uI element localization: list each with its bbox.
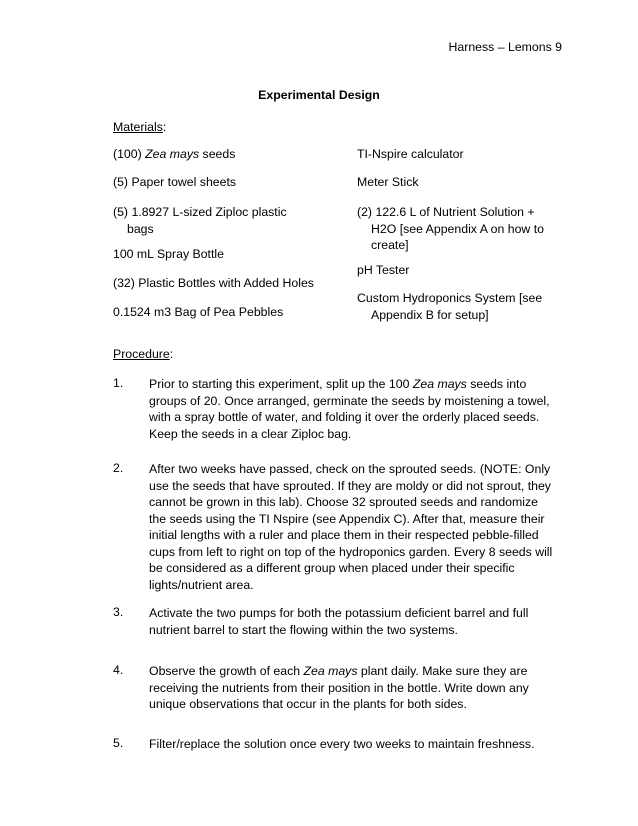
step-line-text: Prior to starting this experiment, split up the 100 bbox=[149, 377, 413, 391]
step-line-text: Keep the seeds in a clear Ziploc bag. bbox=[149, 426, 352, 441]
step-text bbox=[149, 605, 559, 638]
step-line-text: seeds into bbox=[466, 377, 527, 391]
step-line bbox=[149, 663, 559, 680]
step-text bbox=[149, 663, 559, 713]
material-text: (2) 122.6 L of Nutrient Solution + bbox=[357, 205, 535, 219]
step-line-text: use the seeds that have sprouted. If they are moldy or did not sprout, they bbox=[149, 478, 551, 493]
step-line bbox=[149, 560, 559, 577]
step-line-text: the seeds using the TI Nspire (see Appendix C). After that, measure their bbox=[149, 511, 545, 526]
material-text-cont: H2O [see Appendix A on how to bbox=[371, 221, 544, 236]
step-number: 1. bbox=[113, 376, 124, 390]
step-number: 3. bbox=[113, 605, 124, 619]
procedure-heading: Procedure: bbox=[113, 347, 174, 361]
step-line bbox=[149, 527, 559, 544]
material-item bbox=[357, 290, 542, 323]
step-line bbox=[149, 376, 559, 393]
step-line bbox=[149, 426, 559, 443]
step-line-text: be considered as a different group when placed under their specific bbox=[149, 561, 515, 575]
material-item: TI-Nspire calculator bbox=[357, 147, 464, 161]
page-header: Harness – Lemons 9 bbox=[448, 40, 562, 54]
step-line bbox=[149, 393, 559, 410]
step-line bbox=[149, 622, 559, 639]
material-text-cont: bags bbox=[127, 221, 154, 236]
step-line-text: unique observations that occur in the plants for both sides. bbox=[149, 697, 467, 711]
step-line-text: lights/nutrient area. bbox=[149, 577, 254, 592]
step-number: 2. bbox=[113, 461, 124, 475]
material-suffix: seeds bbox=[199, 147, 236, 161]
step-line bbox=[149, 680, 559, 697]
step-line bbox=[149, 478, 559, 495]
procedure-heading-label: Procedure bbox=[113, 347, 170, 361]
step-number: 5. bbox=[113, 736, 124, 750]
step-text bbox=[149, 461, 559, 593]
step-line-text: groups of 20. Once arranged, germinate the seeds by moistening a towel, bbox=[149, 393, 550, 408]
step-line-text: cannot be grown in this lab). Choose 32 sprouted seeds and randomize bbox=[149, 495, 538, 509]
material-item bbox=[357, 204, 544, 254]
step-number: 4. bbox=[113, 663, 124, 677]
material-item: Meter Stick bbox=[357, 175, 419, 189]
step-line-text: plant daily. Make sure they are bbox=[357, 664, 528, 678]
step-line bbox=[149, 696, 559, 713]
step-line-text: nutrient barrel to start the flowing within the two systems. bbox=[149, 622, 458, 637]
material-text-cont: create] bbox=[371, 238, 409, 252]
material-qty: (100) bbox=[113, 147, 146, 161]
materials-heading: Materials: bbox=[113, 120, 167, 134]
step-line bbox=[149, 544, 559, 561]
step-line-text: cups from left to right on top of the hydroponics garden. Every 8 seeds will bbox=[149, 544, 553, 559]
step-line bbox=[149, 605, 559, 622]
material-text: Custom Hydroponics System [see bbox=[357, 291, 543, 305]
step-line-text: initial lengths with a ruler and place them in their respected pebble-filled bbox=[149, 528, 539, 542]
material-item: (32) Plastic Bottles with Added Holes bbox=[113, 276, 314, 290]
material-text: (5) 1.8927 L-sized Ziploc plastic bbox=[113, 205, 287, 219]
material-item bbox=[113, 146, 235, 163]
material-item: pH Tester bbox=[357, 263, 410, 277]
species-name: Zea mays bbox=[303, 664, 358, 678]
material-text-cont: Appendix B for setup] bbox=[371, 307, 489, 322]
step-line bbox=[149, 736, 559, 753]
step-line-text: receiving the nutrients from their position in the bottle. Write down any bbox=[149, 680, 529, 695]
step-text bbox=[149, 376, 559, 442]
step-line bbox=[149, 577, 559, 594]
materials-heading-label: Materials bbox=[113, 120, 163, 134]
step-line-text: Filter/replace the solution once every two weeks to maintain freshness. bbox=[149, 737, 535, 751]
step-line bbox=[149, 409, 559, 426]
step-line bbox=[149, 511, 559, 528]
step-line bbox=[149, 461, 559, 478]
material-item bbox=[113, 204, 287, 237]
material-species: Zea mays bbox=[145, 147, 200, 161]
species-name: Zea mays bbox=[412, 377, 467, 391]
step-text bbox=[149, 736, 559, 753]
step-line-text: with a spray bottle of water, and folding it over the orderly placed seeds. bbox=[149, 410, 540, 424]
page-title: Experimental Design bbox=[258, 88, 380, 102]
step-line-text: Observe the growth of each bbox=[149, 664, 304, 678]
step-line bbox=[149, 494, 559, 511]
step-line-text: Activate the two pumps for both the potassium deficient barrel and full bbox=[149, 606, 529, 620]
material-item: (5) Paper towel sheets bbox=[113, 175, 237, 189]
step-line-text: After two weeks have passed, check on the sprouted seeds. (NOTE: Only bbox=[149, 462, 551, 476]
material-item: 0.1524 m3 Bag of Pea Pebbles bbox=[113, 305, 284, 319]
material-item: 100 mL Spray Bottle bbox=[113, 247, 224, 261]
